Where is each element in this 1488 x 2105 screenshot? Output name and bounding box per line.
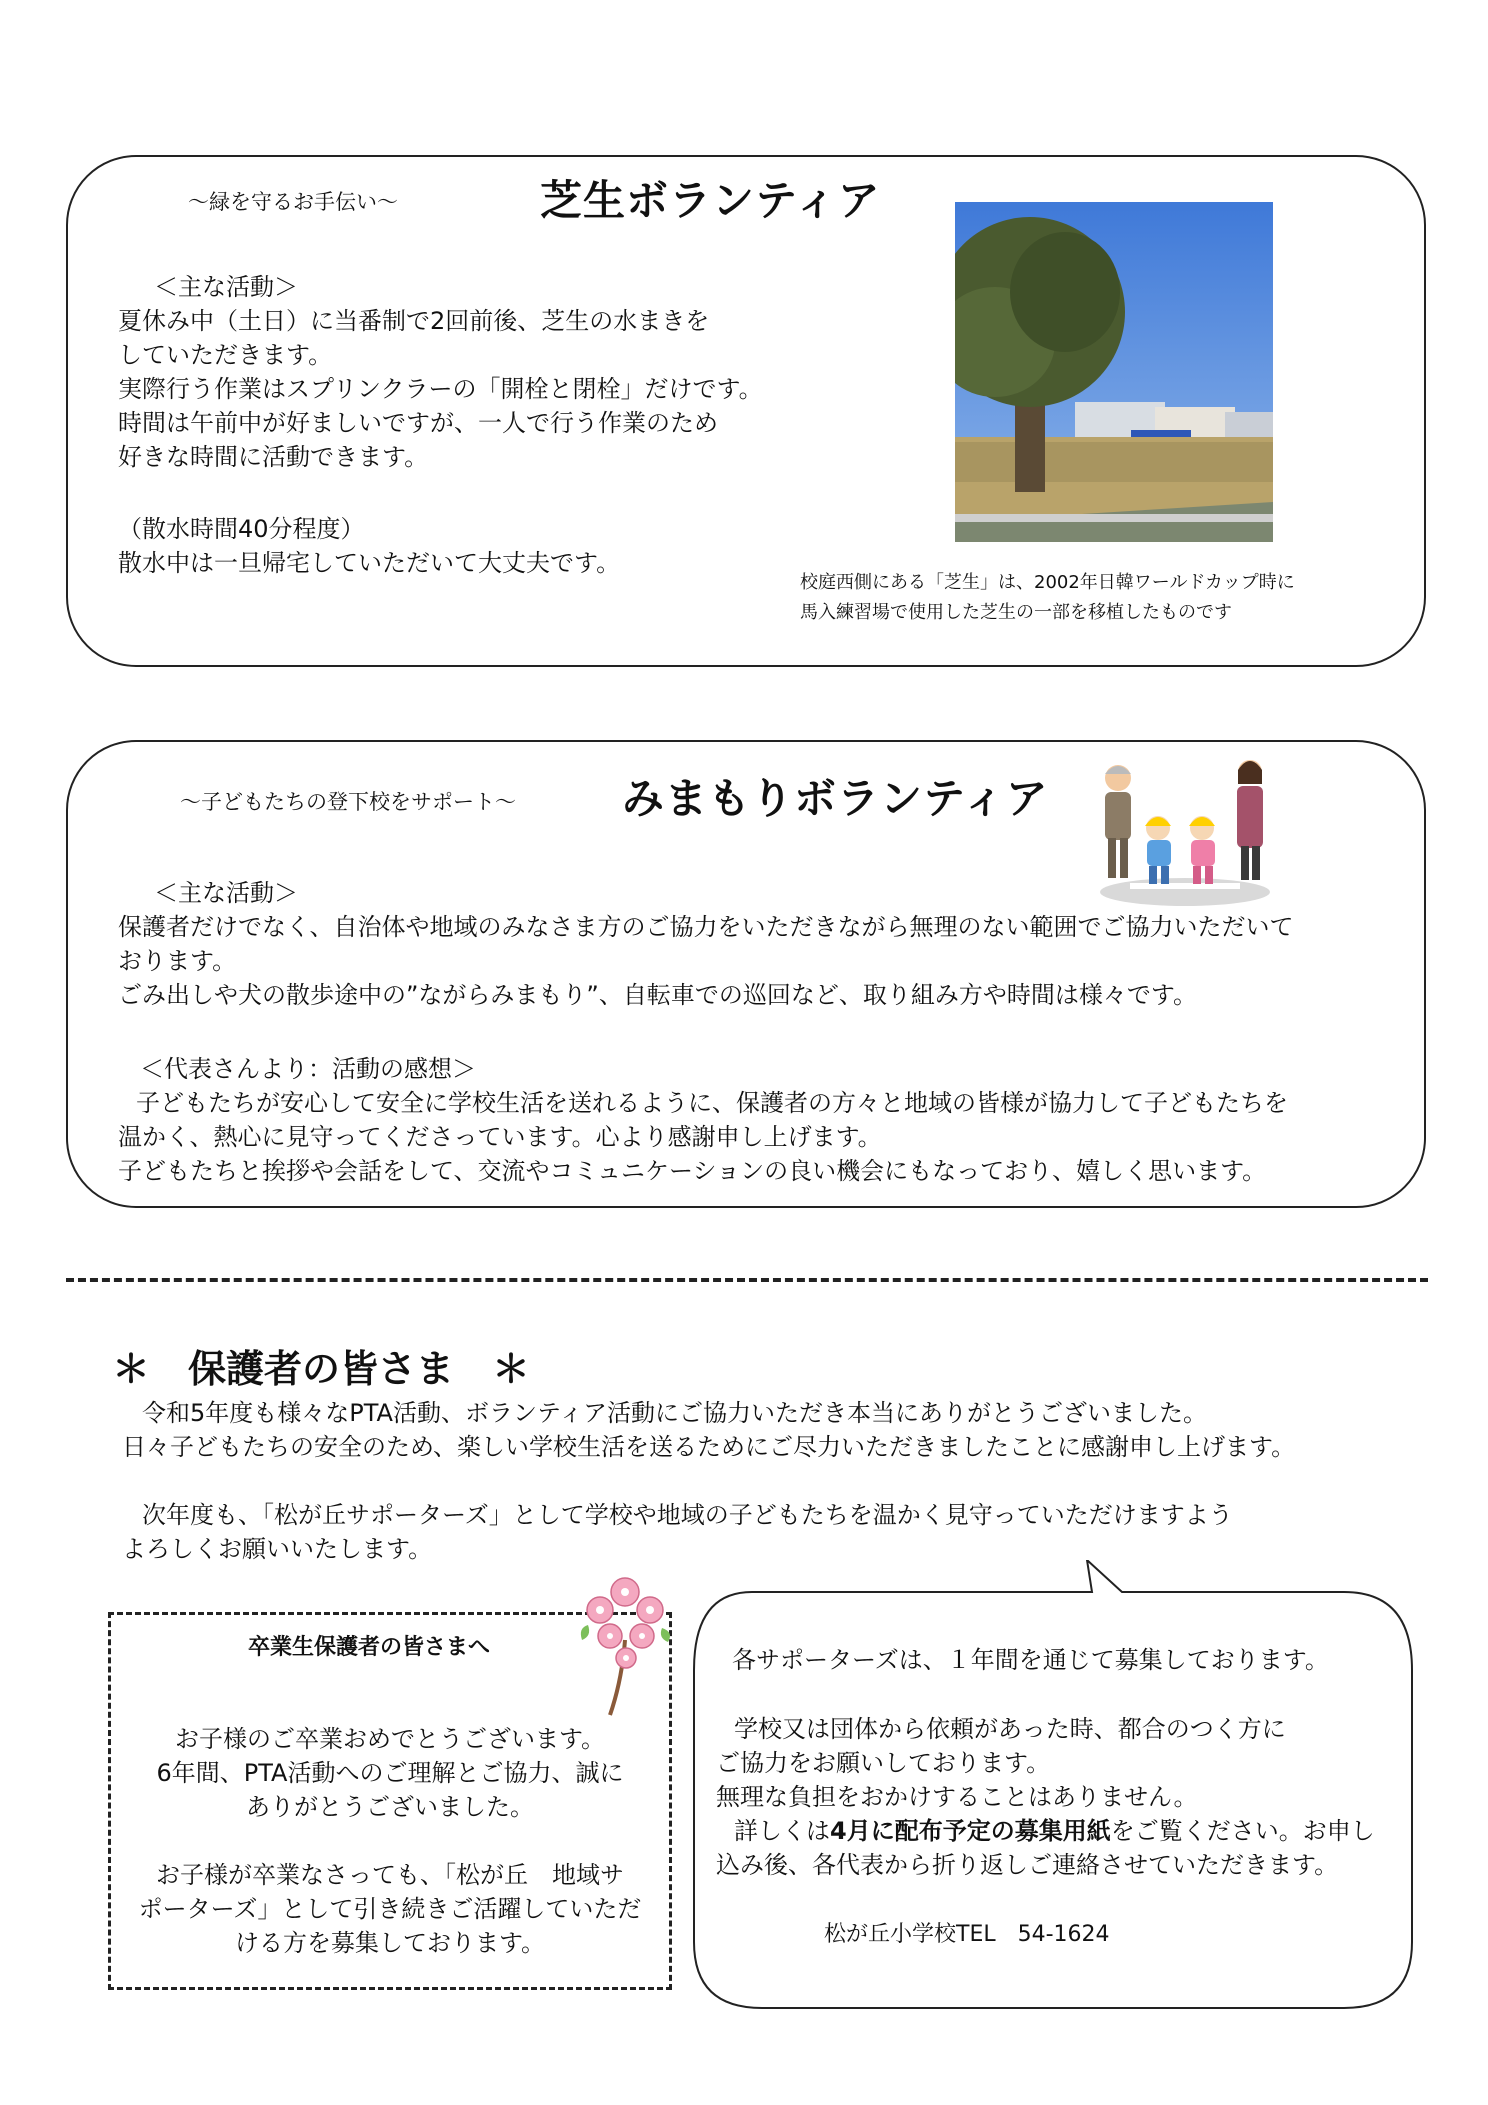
graduates-message2 [112,1858,668,1960]
watch-description [118,910,1294,1012]
turf-line: 実際行う作業はスプリンクラーの「開栓と閉栓」だけです。 [118,375,763,403]
turf-note-line: （散水時間40分程度） [118,515,365,543]
parents-line: 日々子どもたちの安全のため、楽しい学校生活を送るためにご尽力いただきましたことに感謝申し上げます。 [122,1433,1296,1461]
watch-subtitle: ～子どもたちの登下校をサポート～ [180,790,516,814]
parents-line: よろしくお願いいたします。 [122,1535,433,1563]
turf-description [118,304,763,474]
graduates-message [112,1722,668,1824]
recruit-message [716,1712,1375,1882]
turf-note [118,512,620,580]
graduates-line: ありがとうございました。 [246,1793,534,1821]
recruit-line: 無理な負担をおかけすることはありません。 [716,1783,1198,1811]
turf-title: 芝生ボランティア [540,176,881,225]
section-divider [66,1278,1428,1282]
parents-title: ＊ 保護者の皆さま ＊ [112,1347,531,1391]
recruit-detail-line2: 込み後、各代表から折り返しご連絡させていただきます。 [716,1851,1339,1879]
school-contact: 松が丘小学校TEL 54-1624 [824,1922,1110,1947]
turf-line: 時間は午前中が好ましいですが、一人で行う作業のため [118,409,718,437]
turf-subtitle: ～緑を守るお手伝い～ [188,190,398,214]
parents-message [122,1396,1295,1464]
parents-message2 [122,1498,1233,1566]
recruit-detail-bold: 4月に配布予定の募集用紙 [830,1817,1111,1845]
watch-line: ごみ出しや犬の散歩途中の”ながらみまもり”、自転車での巡回など、取り組み方や時間は様々です。 [118,981,1197,1009]
turf-line: 好きな時間に活動できます。 [118,443,429,471]
watch-line: 保護者だけでなく、自治体や地域のみなさま方のご協力をいただきながら無理のない範囲でご協力いただいて [118,913,1294,941]
recruit-detail-pre: 詳しくは [734,1817,830,1845]
turf-photo-caption [800,568,1295,628]
watch-line: おります。 [118,947,237,975]
turf-line: 夏休み中（土日）に当番制で2回前後、芝生の水まきを [118,307,710,335]
graduates-line: ける方を募集しております。 [234,1929,546,1957]
cherry-blossom-illustration [570,1570,680,1720]
graduates-line: 6年間、PTA活動へのご理解とご協力、誠に [156,1759,624,1787]
recruit-line1: 各サポーターズは、１年間を通じて募集しております。 [732,1646,1329,1674]
caption-line: 馬入練習場で使用した芝生の一部を移植したものです [800,602,1232,623]
turf-line: していただきます。 [118,341,333,369]
graduates-line: ポーターズ」として引き続きご活躍していただ [138,1895,642,1923]
watch-comments [118,1086,1288,1188]
crossing-guard-illustration [1090,750,1280,910]
recruit-detail-post: をご覧ください。お申し [1110,1817,1375,1845]
watch-heading: ＜主な活動＞ [154,879,298,907]
watch-comment-line: 子どもたちが安心して安全に学校生活を送れるように、保護者の方々と地域の皆様が協力して子どもたちを [136,1089,1288,1117]
turf-note-line: 散水中は一旦帰宅していただいて大丈夫です。 [118,549,621,577]
graduates-title: 卒業生保護者の皆さまへ [248,1635,491,1660]
parents-line: 次年度も、「松が丘サポーターズ」として学校や地域の子どもたちを温かく見守っていただけますよう [142,1501,1233,1529]
recruit-line: ご協力をお願いしております。 [716,1749,1051,1777]
watch-title: みまもりボランティア [622,774,1049,823]
graduates-line: お子様のご卒業おめでとうございます。 [174,1725,606,1753]
caption-line: 校庭西側にある「芝生」は、2002年日韓ワールドカップ時に [800,572,1295,593]
watch-comment-line: 子どもたちと挨拶や会話をして、交流やコミュニケーションの良い機会にもなっており、嬉しく思います。 [118,1157,1267,1185]
turf-heading: ＜主な活動＞ [154,273,298,301]
watch-comment-line: 温かく、熱心に見守ってくださっています。心より感謝申し上げます。 [118,1123,882,1151]
recruit-detail [716,1814,1375,1848]
watch-heading2: ＜代表さんより：活動の感想＞ [140,1055,476,1083]
graduates-line: お子様が卒業なさっても、「松が丘 地域サ [156,1861,624,1889]
recruit-line: 学校又は団体から依頼があった時、都合のつく方に [734,1715,1286,1743]
turf-photo [955,202,1273,542]
parents-line: 令和5年度も様々なPTA活動、ボランティア活動にご協力いただき本当にありがとうございました。 [142,1399,1208,1427]
